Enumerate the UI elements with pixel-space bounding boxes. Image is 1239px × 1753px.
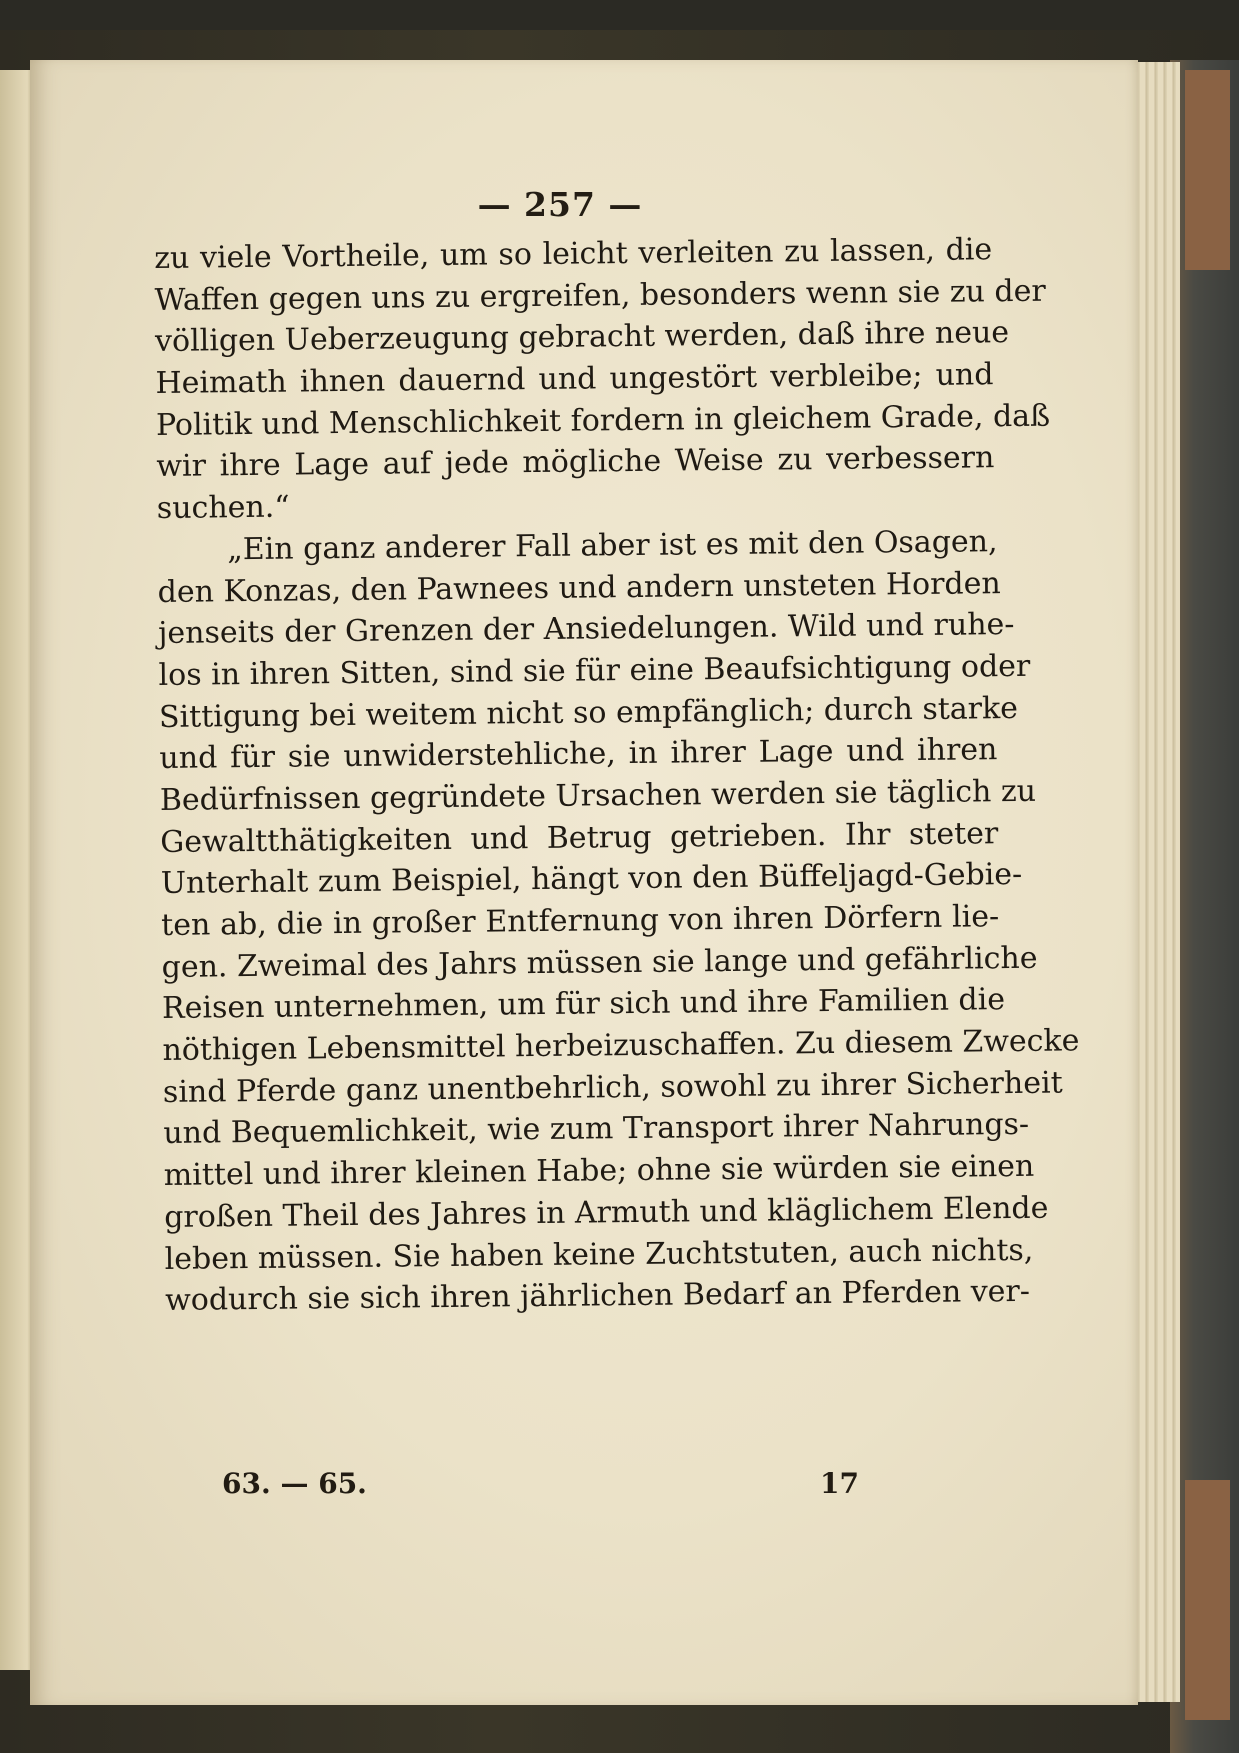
signature-mark: 63. — 65. xyxy=(222,1467,367,1500)
page-number-header: — 257 — xyxy=(477,185,643,224)
text-line: Unterhalt zum Beispiel, hängt von den Büffeljagd-Gebie- xyxy=(160,857,1023,902)
text-line: Gewaltthätigkeiten und Betrug getrieben. Ihr steter xyxy=(160,815,999,860)
leather-corner-top xyxy=(1185,70,1230,270)
text-line: sind Pferde ganz unentbehrlich, sowohl zu ihrer Sicherheit xyxy=(162,1065,1063,1110)
text-line: „Ein ganz anderer Fall aber ist es mit den Osagen, xyxy=(227,523,998,568)
text-line: Politik und Menschlichkeit fordern in gleichem Grade, daß xyxy=(155,398,1051,443)
facing-page-edge xyxy=(0,70,34,1670)
text-line: Reisen unternehmen, um für sich und ihre Familien die xyxy=(161,982,1006,1027)
text-line: und für sie unwiderstehliche, in ihrer Lage und ihren xyxy=(159,732,998,777)
text-line: Heimath ihnen dauernd und ungestört verbleibe; und xyxy=(155,357,994,402)
text-line: großen Theil des Jahres in Armuth und kläglichem Elende xyxy=(164,1190,1049,1235)
text-line: leben müssen. Sie haben keine Zuchtstuten, auch nichts, xyxy=(164,1232,1034,1277)
text-line: und Bequemlichkeit, wie zum Transport ihrer Nahrungs- xyxy=(163,1107,1030,1152)
leather-corner-bottom xyxy=(1185,1480,1230,1720)
text-line: ten ab, die in großer Entfernung von ihren Dörfern lie- xyxy=(161,899,1000,943)
sheet-number: 17 xyxy=(820,1467,859,1500)
text-line: jenseits der Grenzen der Ansiedelungen. Wild und ruhe- xyxy=(157,607,1015,652)
text-line: völligen Ueberzeugung gebracht werden, daß ihre neue xyxy=(154,315,1010,360)
text-line: mittel und ihrer kleinen Habe; ohne sie würden sie einen xyxy=(163,1148,1035,1194)
text-line: Bedürfnissen gegründete Ursachen werden sie täglich zu xyxy=(159,773,1037,818)
body-text xyxy=(154,229,1080,1322)
text-line: den Konzas, den Pawnees und andern unsteten Horden xyxy=(157,565,1001,610)
text-line: wir ihre Lage auf jede mögliche Weise zu verbessern xyxy=(156,440,995,485)
text-line: nöthigen Lebensmittel herbeizuschaffen. Zu diesem Zwecke xyxy=(162,1023,1080,1069)
text-line: Waffen gegen uns zu ergreifen, besonders wenn sie zu der xyxy=(154,273,1046,318)
text-line: Sittigung bei weitem nicht so empfänglich; durch starke xyxy=(158,690,1019,735)
text-line: los in ihren Sitten, sind sie für eine Beaufsichtigung oder xyxy=(158,648,1031,693)
text-line: suchen.“ xyxy=(156,489,290,527)
text-line: zu viele Vortheile, um so leicht verleiten zu lassen, die xyxy=(154,232,993,276)
text-line: gen. Zweimal des Jahrs müssen sie lange und gefährliche xyxy=(161,940,1038,985)
text-line: wodurch sie sich ihren jährlichen Bedarf an Pferden ver- xyxy=(164,1274,1031,1319)
